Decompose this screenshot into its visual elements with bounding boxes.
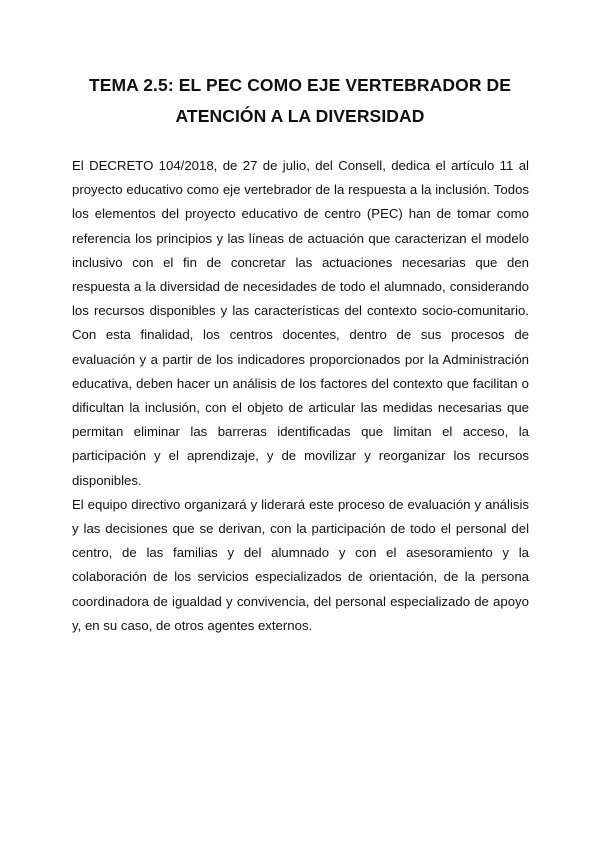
page-title [60,70,540,132]
paragraph-decreto: El DECRETO 104/2018, de 27 de julio, del Consell, dedica el artículo 11 al proyecto educativo como eje vertebrador de la respuesta a la inclusión. Todos los elementos del proyecto educativo de centro (PEC) han de tomar como referencia los principios y las líneas de actuación que caracterizan el modelo inclusivo con el fin de concretar las actuaciones necesarias que den respuesta a la diversidad de necesidades de todo el alumnado, considerando los recursos disponibles y las características del contexto socio-comunitario. Con esta finalidad, los centros docentes, dentro de sus procesos de evaluación y a partir de los indicadores proporcionados por la Administración educativa, deben hacer un análisis de los factores del contexto que facilitan o dificultan la inclusión, con el objeto de articular las medidas necesarias que permitan eliminar las barreras identificadas que limitan el acceso, la participación y el aprendizaje, y de movilizar y reorganizar los recursos disponibles. [72,158,529,488]
paragraph-equipo-directivo: El equipo directivo organizará y liderará este proceso de evaluación y análisis y las decisiones que se derivan, con la participación de todo el personal del centro, de las familias y del alumnado y con el asesoramiento y la colaboración de los servicios especializados de orientación, de la persona coordinadora de igualdad y convivencia, del personal especializado de apoyo y, en su caso, de otros agentes externos. [72,496,529,633]
document-body [72,154,529,638]
title-line-1: TEMA 2.5: EL PEC COMO EJE VERTEBRADOR DE [88,75,512,95]
title-line-2: ATENCIÓN A LA DIVERSIDAD [175,106,425,126]
